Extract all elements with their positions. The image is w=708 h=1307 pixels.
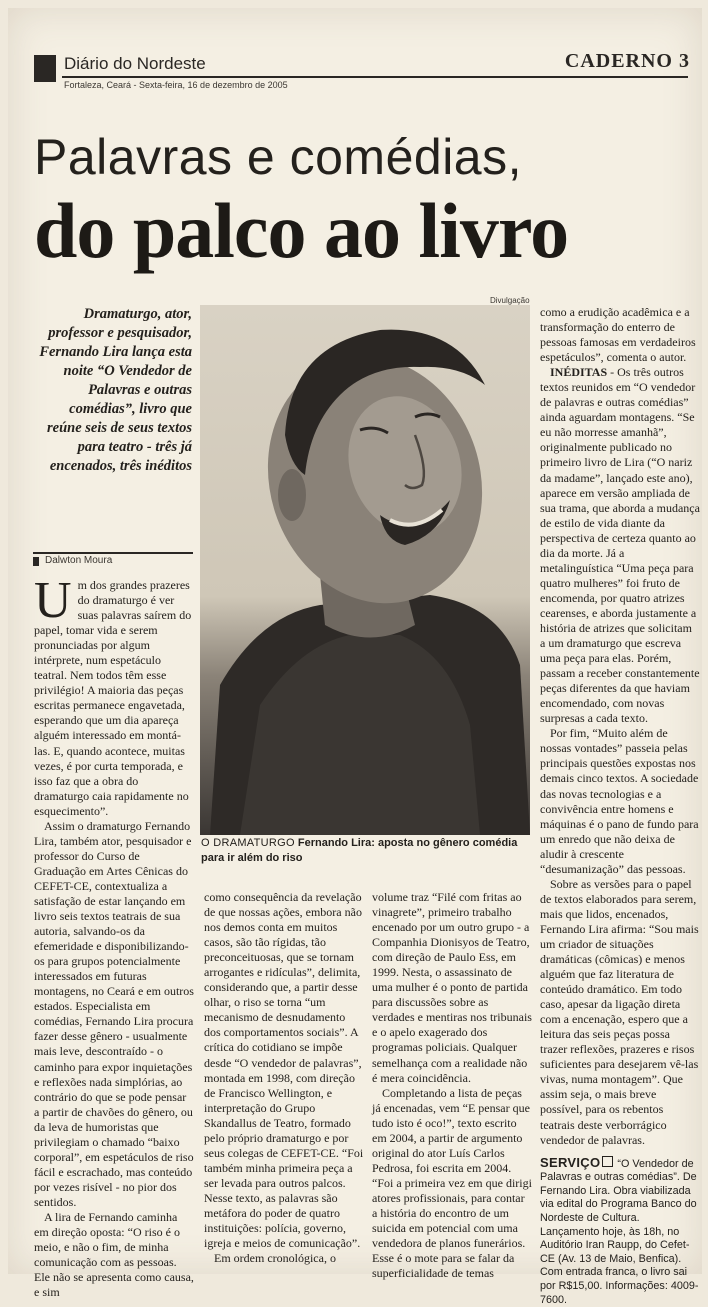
- paragraph: Em ordem cronológica, o: [214, 1251, 336, 1266]
- service-label: SERVIÇO: [540, 1154, 601, 1170]
- photo-caption: [201, 836, 531, 866]
- headline-line1: Palavras e comédias,: [34, 129, 523, 185]
- headline-line2: do palco ao livro: [34, 187, 569, 274]
- article-column-3: [372, 890, 532, 1281]
- drop-cap: U: [34, 572, 72, 629]
- paragraph: Completando a lista de peças já encenadas, vem “E pensar que tudo isto é oco!”, texto escrito em 2004, a partir de argumento original do ator Luís Carlos Pedrosa, foi escrita em 2004. “Foi a primeira vez em que dirigi atores profissionais, para contar a história do encontro de um suicida em potencial com uma vendedora de planos funerários. Esse é o mote para se falar da superficialidade de temas: [372, 1085, 532, 1281]
- service-box: [540, 1156, 700, 1307]
- section-label: CADERNO 3: [564, 50, 690, 72]
- caption-lead: O DRAMATURGO: [201, 837, 295, 849]
- masthead-rule: [62, 76, 688, 78]
- paragraph: Assim o dramaturgo Fernando Lira, também ator, pesquisador e professor do Curso de Graduação em Artes Cênicas do CEFET-CE, contextualiza a satisfação de estar lançando em livro seis textos teatrais de sua autoria, salvando-os da efemeridade e disponibilizando-os para grupos potencialmente interessados em futuras montagens, no Ceará e em outros estados. Especialista em comédias, Fernando Lira procura fazer desse gênero - usualmente mais leve, descontraído - o caminho para expor inquietações e reflexões nada simplórias, ao contrário do que se pode pensar a partir de chavões do gênero, ou da leva de humoristas que privilegiam o chamado “baixo corporal”, em espetáculos de riso fácil e escrachado, mas conteúdo por vezes risível - no pior dos sentidos.: [34, 818, 194, 1209]
- article-column-2: [204, 890, 364, 1266]
- paragraph: Sobre as versões para o papel de textos elaborados para serem, mais que lidos, encenados, Fernando Lira afirma: “Sou mais um criador de situações dramáticas (cômicas) e menos alguém que faz literatura de conteúdo dramático. Em todo caso, apesar da ligação direta com a encenação, espero que a leitura das seis peças possa trazer reflexões, prazeres e risos suficientes para desejarem vê-las vivas, numa montagem”. Que assim seja, o mais breve possível, para os rebentos teatrais deste verborrágico vendedor de palavras.: [540, 876, 699, 1147]
- paragraph: volume traz “Filé com fritas ao vinagrete”, primeiro trabalho encenado por um outro grupo - a Companhia Dionisyos de Teatro, com direção de Paulo Ess, em 1999. Nesta, o assassinato de uma mulher é o ponto de partida para discussões sobre as verdades e mentiras nos tribunais e o apelo exagerado dos programas policiais. Qualquer semelhança com a realidade não é mera coincidência.: [372, 890, 532, 1085]
- photo-credit: Divulgação: [490, 296, 530, 305]
- paragraph-text: - Os três outros textos reunidos em “O vendedor de palavras e outras comédias” ainda aguardam montagens. “Se eu não morresse amanhã”, originalmente publicado no primeiro livro de Lira (“O nariz da madame”, lançado este ano), aparece em versão ampliada de sua trama, que aborda a mudança de estilo de vida diante da perspectiva de certeza quanto ao dia da morte. Já a metalinguística “Uma peça para quatro mulheres” foi fruto de encomenda, por quatro atrizes cearenses, e aborda justamente a história de atrizes que solicitam a um dramaturgo que escreva uma peça para elas. Porém, passam a receber constantemente peças diferentes da que haviam encomendado, com novas surpresas a cada texto.: [540, 365, 700, 726]
- byline-author: Dalwton Moura: [45, 555, 113, 566]
- article-column-4: [540, 305, 700, 1307]
- paragraph: como a erudição acadêmica e a transformação do enterro de pessoas famosas em verdadeiros espetáculos”, comenta o autor.: [540, 305, 696, 365]
- byline: [33, 552, 193, 568]
- masthead-block: [34, 55, 56, 82]
- paragraph: A lira de Fernando caminha em direção oposta: “O riso é o meio, e não o fim, de minha comunicação com as pessoas. Ele não se apresenta como causa, e sim: [34, 1209, 194, 1300]
- service-square-icon: [602, 1156, 613, 1167]
- caption-text: Fernando Lira: aposta no gênero comédia para ir além do riso: [201, 837, 518, 864]
- service-text: “O Vendedor de Palavras e outras comédias”. De Fernando Lira. Obra viabilizada via edital do Programa Banco do Nordeste de Cultura. Lançamento hoje, às 18h, no Auditório Iran Raupp, do Cefet-CE (Av. 13 de Maio, Benfica). Com entrada franca, o livro sai por R$15,00. Informações: 4009-7600.: [540, 1157, 699, 1306]
- newspaper-name: Diário do Nordeste: [64, 54, 206, 73]
- article-dek: Dramaturgo, ator, professor e pesquisador, Fernando Lira lança esta noite “O Vendedor de Palavras e outras comédias”, livro que reúne seis de seus textos para teatro - três já encenados, três inéditos: [39, 306, 192, 474]
- subhead-ineditas: INÉDITAS: [550, 365, 608, 380]
- byline-marker: [33, 557, 39, 566]
- paragraph: como consequência da revelação de que nossas ações, embora não nos demos conta em muitos casos, são tão rígidas, tão preconceituosas, que se tornam arrogantes e ridículas”, delimita, considerando que, a partir desse olhar, o riso se torna “um mecanismo de desnudamento dos comportamentos sociais”. A crítica do cotidiano se impõe desde “O vendedor de palavras”, montada em 1998, com direção de Francisco Wellington, e interpretação do Grupo Skandallus de Teatro, formado pelo próprio dramaturgo e por seus colegas de CEFET-CE. “Foi também minha primeira peça a ser levada para outros palcos. Nesse texto, as palavras são metáfora do poder de quatro instituições: polícia, governo, igreja e meios de comunicação”.: [204, 890, 364, 1251]
- paragraph: [540, 365, 700, 726]
- dateline: Fortaleza, Ceará - Sexta-feira, 16 de dezembro de 2005: [64, 80, 288, 90]
- paragraph: [34, 572, 194, 819]
- portrait-illustration: [200, 305, 530, 835]
- paragraph-text: m dos grandes prazeres do dramaturgo é ver suas palavras saírem do papel, tomar vida e serem pronunciadas por algum intérprete, num espetáculo teatral. Nem todos têm esse privilégio! A maioria das peças escritas permanece engavetada, esperando que um dia apareça alguém interessado em montá-las. E, quando acontece, muitas vezes, é por curta temporada, e isso faz que a obra do dramaturgo caia rapidamente no esquecimento”.: [34, 578, 192, 818]
- paragraph: Por fim, “Muito além de nossas vontades” passeia pelas principais questões expostas nos demais cinco textos. A sociedade das novas tecnologias e a convivência entre homens e máquinas é o pano de fundo para um enredo que não deixa de aludir à crescente “desumanização” das pessoas.: [540, 726, 699, 876]
- author-photo: [200, 305, 530, 835]
- article-column-1: [34, 572, 194, 1300]
